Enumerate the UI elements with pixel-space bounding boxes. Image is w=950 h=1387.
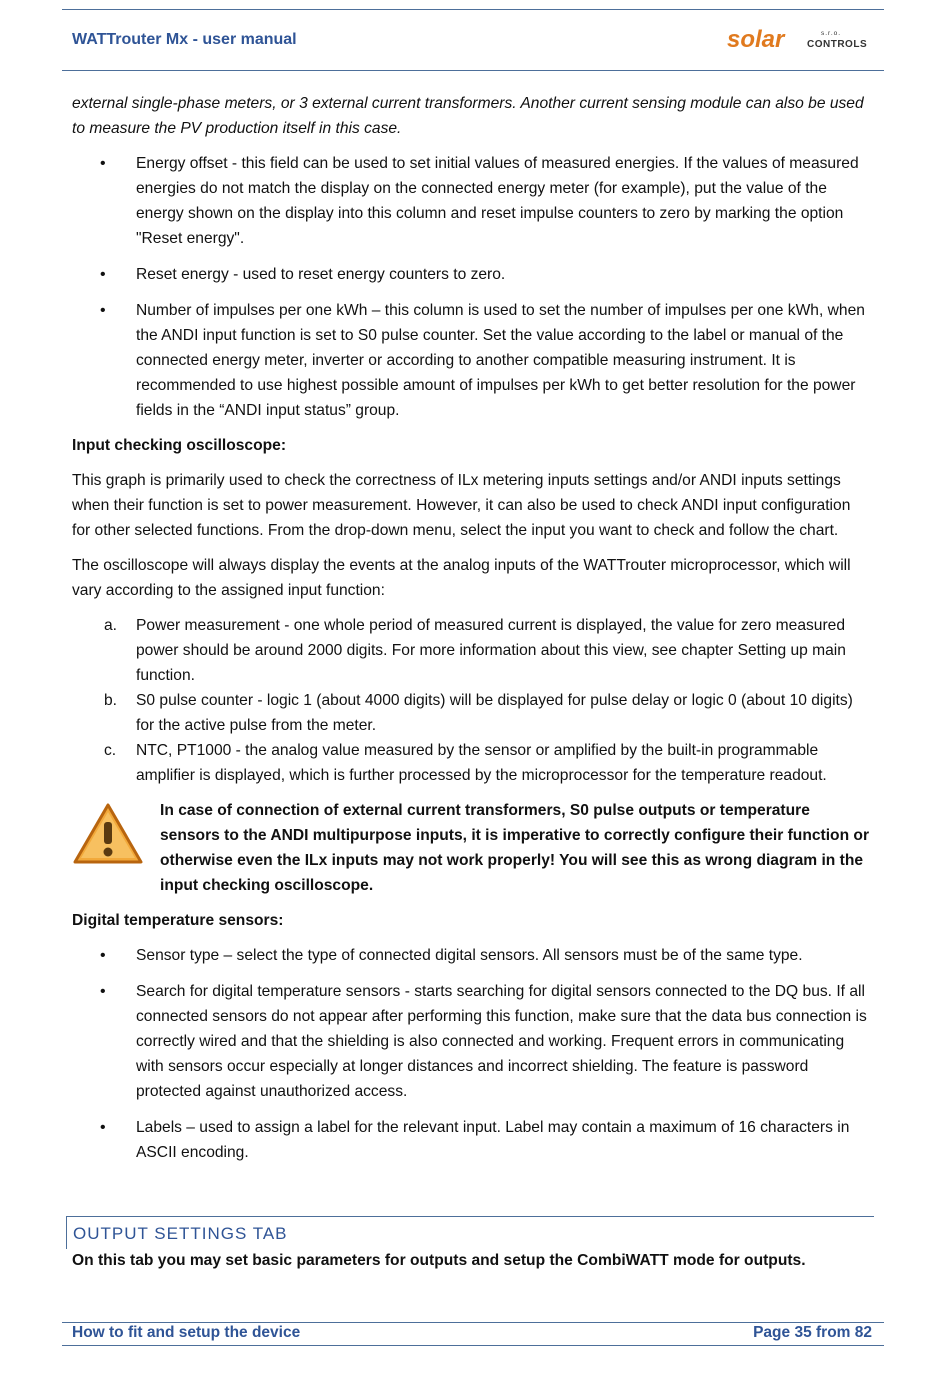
list-item [72, 979, 872, 1104]
bullet-dot: • [100, 1119, 106, 1136]
list-item-text: Sensor type – select the type of connected digital sensors. All sensors must be of the same type. [136, 947, 803, 964]
section-title: OUTPUT SETTINGS TAB [73, 1224, 288, 1243]
section-heading-box [66, 1216, 874, 1249]
list-item-text: Search for digital temperature sensors - starts searching for digital sensors connected to the DQ bus. If all connected sensors do not appear after performing this function, make sure that the data bus connection is correctly wired and that the shielding is also connected and working. Frequent errors in communicating with sensors occur especially at longer distances and incorrect shielding. The feature is password protected against unauthorized access. [136, 983, 867, 1100]
list-item [72, 298, 872, 423]
warning-text: In case of connection of external current transformers, S0 pulse outputs or temperature sensors to the ANDI multipurpose inputs, it is imperative to correctly configure their function or otherwise even the ILx inputs may not work properly! You will see this as wrong diagram in the input checking oscilloscope. [160, 802, 870, 894]
footer-page-number: Page 35 from 82 [753, 1324, 872, 1341]
page-body [72, 91, 872, 1176]
logo-suffix-text: s.r.o. [821, 30, 842, 37]
list-item-text: Number of impulses per one kWh – this column is used to set the number of impulses per one kWh, when the ANDI input function is set to S0 pulse counter. Set the value according to the label or manual of the connected energy meter, inverter or according to another compatible measuring instrument. It is recommended to use highest possible amount of impulses per kWh to get better resolution for the power fields in the “ANDI input status” group. [136, 302, 865, 419]
bullet-dot: • [100, 983, 106, 1000]
bullet-dot: • [100, 302, 106, 319]
list-item-text: S0 pulse counter - logic 1 (about 4000 digits) will be displayed for pulse delay or logic 0 (about 10 digits) for the active pulse from the meter. [136, 692, 853, 734]
footer-chapter: How to fit and setup the device [72, 1324, 301, 1341]
list-item [72, 943, 872, 968]
solar-controls-logo [727, 27, 877, 51]
list-item-text: Power measurement - one whole period of measured current is displayed, the value for zero measured power should be around 2000 digits. For more information about this view, see chapter Setting up main function. [136, 617, 846, 684]
bullet-dot: • [100, 155, 106, 172]
list-item-text: Energy offset - this field can be used to set initial values of measured energies. If the values of measured energies do not match the display on the connected energy meter (for example), put the value of the energy shown on the display into this column and reset impulse counters to zero by marking the option "Reset energy". [136, 155, 859, 247]
paragraph-oscilloscope-2: The oscilloscope will always display the events at the analog inputs of the WATTrouter microprocessor, which will vary according to the assigned input function: [72, 557, 851, 599]
list-item [72, 1115, 872, 1165]
bullet-dot: • [100, 947, 106, 964]
list-item-label: a. [104, 617, 118, 634]
header-rule-top [62, 9, 884, 10]
list-item [72, 262, 872, 287]
list-item [72, 738, 872, 788]
bullet-list-andi [72, 151, 872, 423]
intro-paragraph: external single-phase meters, or 3 external current transformers. Another current sensing module can also be used to measure the PV production itself in this case. [72, 95, 864, 137]
logo-sub-text: CONTROLS [807, 39, 868, 50]
header-rule-bottom [62, 70, 884, 71]
heading-digital-sensors: Digital temperature sensors: [72, 912, 284, 929]
list-item [72, 613, 872, 688]
list-item-label: b. [104, 692, 118, 709]
section-intro: On this tab you may set basic parameters for outputs and setup the CombiWATT mode for outputs. [72, 1252, 806, 1269]
logo-main-text: solar [727, 27, 785, 51]
list-item-text: Reset energy - used to reset energy counters to zero. [136, 266, 506, 283]
header-title: WATTrouter Mx - user manual [72, 31, 297, 48]
list-item-label: c. [104, 742, 117, 759]
bullet-list-sensors [72, 943, 872, 1165]
list-item [72, 151, 872, 251]
list-item-text: Labels – used to assign a label for the relevant input. Label may contain a maximum of 16 characters in ASCII encoding. [136, 1119, 850, 1161]
alpha-list-functions [72, 613, 872, 788]
list-item [72, 688, 872, 738]
footer-rule-top [62, 1322, 884, 1323]
list-item-text: NTC, PT1000 - the analog value measured by the sensor or amplified by the built-in programmable amplifier is displayed, which is further processed by the microprocessor for the temperature readout. [136, 742, 827, 784]
footer-rule-bottom [62, 1345, 884, 1346]
bullet-dot: • [100, 266, 106, 283]
paragraph-oscilloscope-1: This graph is primarily used to check the correctness of ILx metering inputs settings and/or ANDI inputs settings when their function is set to power measurement. However, it can also be used to check ANDI input configuration for other selected functions. From the drop-down menu, select the input you want to check and follow the chart. [72, 472, 851, 539]
warning-icon [72, 802, 144, 866]
warning-note [72, 798, 872, 898]
heading-oscilloscope: Input checking oscilloscope: [72, 437, 287, 454]
